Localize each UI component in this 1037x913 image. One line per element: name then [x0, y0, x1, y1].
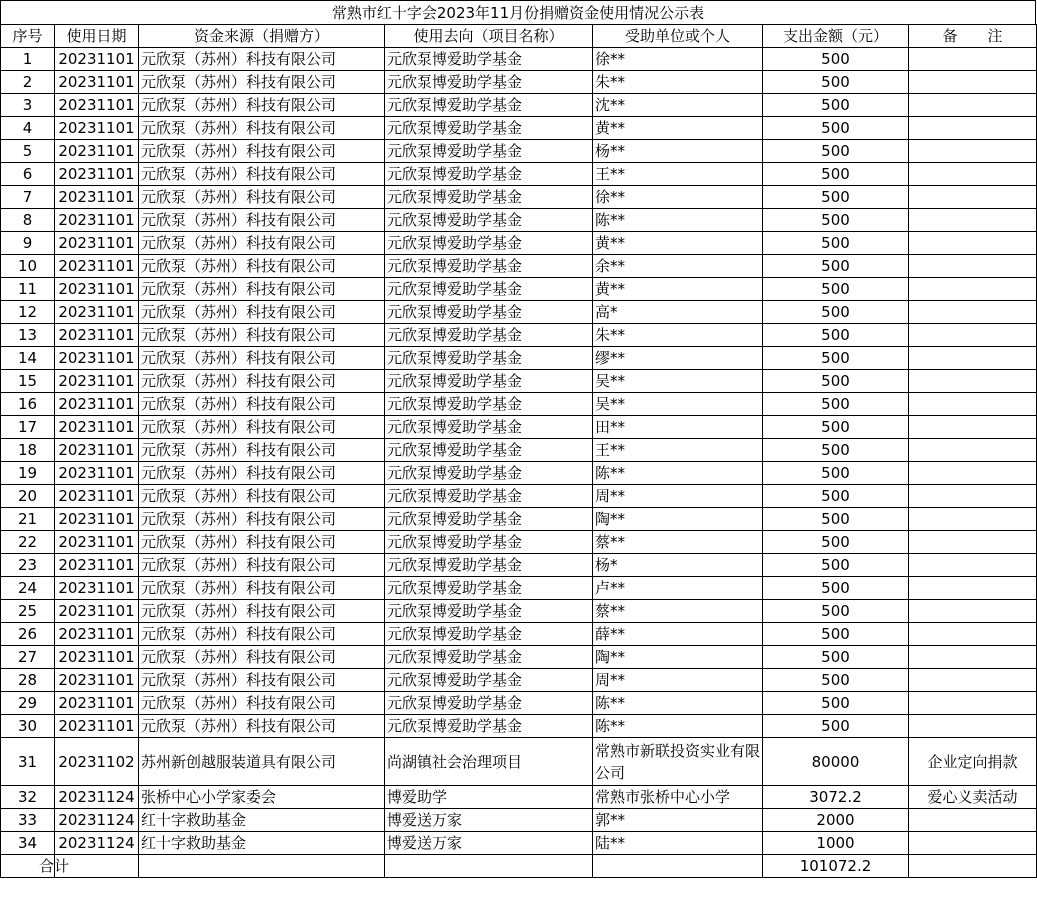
amount-cell: 500: [763, 508, 909, 531]
table-row: [1, 209, 1037, 232]
fund-source-cell: 元欣泵（苏州）科技有限公司: [139, 71, 385, 94]
recipient-cell: 郭**: [593, 809, 763, 832]
note-cell: [909, 485, 1037, 508]
amount-cell: 500: [763, 94, 909, 117]
usage-purpose-cell: 元欣泵博爱助学基金: [385, 646, 593, 669]
usage-date-cell: 20231101: [55, 393, 139, 416]
usage-date-cell: 20231101: [55, 71, 139, 94]
amount-cell: 500: [763, 209, 909, 232]
table-row: [1, 186, 1037, 209]
recipient-cell: 吴**: [593, 393, 763, 416]
row-number-cell: 25: [1, 600, 55, 623]
fund-source-cell: 元欣泵（苏州）科技有限公司: [139, 94, 385, 117]
usage-purpose-cell: 元欣泵博爱助学基金: [385, 600, 593, 623]
total-empty-cell: [909, 855, 1037, 878]
amount-cell: 500: [763, 669, 909, 692]
recipient-cell: 薛**: [593, 623, 763, 646]
table-row: [1, 715, 1037, 738]
amount-cell: 500: [763, 278, 909, 301]
usage-date-cell: 20231101: [55, 94, 139, 117]
row-number-cell: 27: [1, 646, 55, 669]
fund-source-cell: 元欣泵（苏州）科技有限公司: [139, 531, 385, 554]
table-row: [1, 301, 1037, 324]
usage-purpose-cell: 元欣泵博爱助学基金: [385, 48, 593, 71]
table-row: [1, 393, 1037, 416]
note-cell: [909, 531, 1037, 554]
fund-source-cell: 元欣泵（苏州）科技有限公司: [139, 508, 385, 531]
table-row: [1, 94, 1037, 117]
usage-purpose-cell: 元欣泵博爱助学基金: [385, 209, 593, 232]
recipient-cell: 黄**: [593, 117, 763, 140]
usage-purpose-cell: 元欣泵博爱助学基金: [385, 623, 593, 646]
fund-source-cell: 张桥中心小学家委会: [139, 786, 385, 809]
usage-date-cell: 20231101: [55, 439, 139, 462]
total-label: 合计: [1, 855, 55, 878]
amount-cell: 500: [763, 531, 909, 554]
note-cell: 企业定向捐款: [909, 738, 1037, 786]
usage-date-cell: 20231101: [55, 508, 139, 531]
amount-cell: 500: [763, 324, 909, 347]
amount-cell: 500: [763, 71, 909, 94]
recipient-cell: 王**: [593, 439, 763, 462]
amount-cell: 500: [763, 646, 909, 669]
row-number-cell: 14: [1, 347, 55, 370]
row-number-cell: 17: [1, 416, 55, 439]
row-number-cell: 21: [1, 508, 55, 531]
col-header-amount: 支出金额（元）: [763, 25, 909, 48]
usage-purpose-cell: 元欣泵博爱助学基金: [385, 370, 593, 393]
usage-purpose-cell: 元欣泵博爱助学基金: [385, 347, 593, 370]
usage-purpose-cell: 元欣泵博爱助学基金: [385, 94, 593, 117]
recipient-cell: 缪**: [593, 347, 763, 370]
recipient-cell: 周**: [593, 669, 763, 692]
fund-source-cell: 元欣泵（苏州）科技有限公司: [139, 324, 385, 347]
recipient-cell: 吴**: [593, 370, 763, 393]
note-cell: [909, 508, 1037, 531]
usage-purpose-cell: 元欣泵博爱助学基金: [385, 715, 593, 738]
table-row: [1, 531, 1037, 554]
fund-source-cell: 元欣泵（苏州）科技有限公司: [139, 416, 385, 439]
usage-date-cell: 20231101: [55, 278, 139, 301]
row-number-cell: 10: [1, 255, 55, 278]
amount-cell: 500: [763, 48, 909, 71]
usage-date-cell: 20231101: [55, 48, 139, 71]
usage-date-cell: 20231124: [55, 832, 139, 855]
usage-purpose-cell: 元欣泵博爱助学基金: [385, 186, 593, 209]
row-number-cell: 19: [1, 462, 55, 485]
row-number-cell: 28: [1, 669, 55, 692]
amount-cell: 500: [763, 715, 909, 738]
table-row: [1, 140, 1037, 163]
row-number-cell: 3: [1, 94, 55, 117]
note-cell: [909, 209, 1037, 232]
note-cell: [909, 255, 1037, 278]
note-cell: [909, 554, 1037, 577]
usage-purpose-cell: 元欣泵博爱助学基金: [385, 393, 593, 416]
amount-cell: 500: [763, 140, 909, 163]
amount-cell: 500: [763, 347, 909, 370]
table-row: [1, 786, 1037, 809]
table-row: [1, 163, 1037, 186]
row-number-cell: 12: [1, 301, 55, 324]
recipient-cell: 周**: [593, 485, 763, 508]
usage-date-cell: 20231101: [55, 623, 139, 646]
fund-source-cell: 元欣泵（苏州）科技有限公司: [139, 462, 385, 485]
note-cell: [909, 832, 1037, 855]
usage-purpose-cell: 元欣泵博爱助学基金: [385, 117, 593, 140]
recipient-cell: 余**: [593, 255, 763, 278]
row-number-cell: 5: [1, 140, 55, 163]
usage-date-cell: 20231101: [55, 209, 139, 232]
amount-cell: 500: [763, 301, 909, 324]
row-number-cell: 23: [1, 554, 55, 577]
note-cell: [909, 715, 1037, 738]
usage-date-cell: 20231124: [55, 786, 139, 809]
recipient-cell: 黄**: [593, 278, 763, 301]
usage-date-cell: 20231101: [55, 416, 139, 439]
usage-purpose-cell: 元欣泵博爱助学基金: [385, 140, 593, 163]
fund-source-cell: 元欣泵（苏州）科技有限公司: [139, 186, 385, 209]
fund-source-cell: 元欣泵（苏州）科技有限公司: [139, 393, 385, 416]
recipient-cell: 徐**: [593, 48, 763, 71]
fund-source-cell: 元欣泵（苏州）科技有限公司: [139, 255, 385, 278]
usage-date-cell: 20231101: [55, 715, 139, 738]
amount-cell: 500: [763, 692, 909, 715]
note-cell: [909, 600, 1037, 623]
fund-source-cell: 元欣泵（苏州）科技有限公司: [139, 485, 385, 508]
usage-date-cell: 20231101: [55, 692, 139, 715]
amount-cell: 500: [763, 163, 909, 186]
usage-purpose-cell: 博爱送万家: [385, 809, 593, 832]
usage-purpose-cell: 元欣泵博爱助学基金: [385, 577, 593, 600]
usage-purpose-cell: 元欣泵博爱助学基金: [385, 554, 593, 577]
table-row: [1, 508, 1037, 531]
row-number-cell: 34: [1, 832, 55, 855]
recipient-cell: 陶**: [593, 646, 763, 669]
fund-source-cell: 元欣泵（苏州）科技有限公司: [139, 347, 385, 370]
recipient-cell: 陈**: [593, 462, 763, 485]
usage-purpose-cell: 元欣泵博爱助学基金: [385, 301, 593, 324]
usage-date-cell: 20231101: [55, 370, 139, 393]
row-number-cell: 2: [1, 71, 55, 94]
usage-purpose-cell: 尚湖镇社会治理项目: [385, 738, 593, 786]
col-header-recipient: 受助单位或个人: [593, 25, 763, 48]
table-row: [1, 232, 1037, 255]
row-number-cell: 8: [1, 209, 55, 232]
col-header-source: 资金来源（捐赠方）: [139, 25, 385, 48]
fund-source-cell: 元欣泵（苏州）科技有限公司: [139, 439, 385, 462]
usage-purpose-cell: 元欣泵博爱助学基金: [385, 508, 593, 531]
table-row: [1, 554, 1037, 577]
usage-purpose-cell: 元欣泵博爱助学基金: [385, 531, 593, 554]
col-header-no: 序号: [1, 25, 55, 48]
row-number-cell: 26: [1, 623, 55, 646]
table-row: [1, 117, 1037, 140]
row-number-cell: 4: [1, 117, 55, 140]
usage-date-cell: 20231101: [55, 186, 139, 209]
col-header-note: 备 注: [909, 25, 1037, 48]
recipient-cell: 卢**: [593, 577, 763, 600]
fund-source-cell: 元欣泵（苏州）科技有限公司: [139, 692, 385, 715]
usage-date-cell: 20231101: [55, 485, 139, 508]
recipient-cell: 常熟市张桥中心小学: [593, 786, 763, 809]
row-number-cell: 24: [1, 577, 55, 600]
note-cell: [909, 439, 1037, 462]
usage-date-cell: 20231101: [55, 347, 139, 370]
amount-cell: 500: [763, 623, 909, 646]
recipient-cell: 陈**: [593, 715, 763, 738]
recipient-cell: 沈**: [593, 94, 763, 117]
fund-source-cell: 元欣泵（苏州）科技有限公司: [139, 140, 385, 163]
fund-source-cell: 红十字救助基金: [139, 832, 385, 855]
row-number-cell: 15: [1, 370, 55, 393]
amount-cell: 500: [763, 577, 909, 600]
table-row: [1, 71, 1037, 94]
row-number-cell: 33: [1, 809, 55, 832]
note-cell: [909, 623, 1037, 646]
recipient-cell: 陶**: [593, 508, 763, 531]
usage-purpose-cell: 博爱助学: [385, 786, 593, 809]
usage-purpose-cell: 元欣泵博爱助学基金: [385, 416, 593, 439]
usage-date-cell: 20231101: [55, 301, 139, 324]
table-row: [1, 370, 1037, 393]
row-number-cell: 9: [1, 232, 55, 255]
fund-source-cell: 元欣泵（苏州）科技有限公司: [139, 715, 385, 738]
fund-source-cell: 苏州新创越服装道具有限公司: [139, 738, 385, 786]
note-cell: 爱心义卖活动: [909, 786, 1037, 809]
row-number-cell: 16: [1, 393, 55, 416]
table-row: [1, 600, 1037, 623]
usage-date-cell: 20231101: [55, 255, 139, 278]
fund-source-cell: 元欣泵（苏州）科技有限公司: [139, 669, 385, 692]
amount-cell: 3072.2: [763, 786, 909, 809]
total-row: [1, 855, 1037, 878]
row-number-cell: 18: [1, 439, 55, 462]
fund-source-cell: 元欣泵（苏州）科技有限公司: [139, 554, 385, 577]
amount-cell: 500: [763, 554, 909, 577]
usage-date-cell: 20231101: [55, 324, 139, 347]
usage-purpose-cell: 元欣泵博爱助学基金: [385, 439, 593, 462]
fund-source-cell: 元欣泵（苏州）科技有限公司: [139, 232, 385, 255]
row-number-cell: 30: [1, 715, 55, 738]
row-number-cell: 1: [1, 48, 55, 71]
recipient-cell: 蔡**: [593, 600, 763, 623]
usage-purpose-cell: 元欣泵博爱助学基金: [385, 278, 593, 301]
usage-date-cell: 20231101: [55, 531, 139, 554]
amount-cell: 500: [763, 416, 909, 439]
note-cell: [909, 347, 1037, 370]
note-cell: [909, 71, 1037, 94]
recipient-cell: 杨**: [593, 140, 763, 163]
usage-date-cell: 20231101: [55, 646, 139, 669]
usage-date-cell: 20231101: [55, 140, 139, 163]
row-number-cell: 32: [1, 786, 55, 809]
usage-purpose-cell: 元欣泵博爱助学基金: [385, 692, 593, 715]
table-row: [1, 462, 1037, 485]
amount-cell: 500: [763, 439, 909, 462]
fund-source-cell: 元欣泵（苏州）科技有限公司: [139, 278, 385, 301]
usage-date-cell: 20231101: [55, 117, 139, 140]
fund-source-cell: 元欣泵（苏州）科技有限公司: [139, 301, 385, 324]
amount-cell: 500: [763, 393, 909, 416]
recipient-cell: 朱**: [593, 71, 763, 94]
sheet-title: 常熟市红十字会2023年11月份捐赠资金使用情况公示表: [0, 0, 1036, 24]
row-number-cell: 6: [1, 163, 55, 186]
note-cell: [909, 370, 1037, 393]
fund-source-cell: 元欣泵（苏州）科技有限公司: [139, 623, 385, 646]
note-cell: [909, 646, 1037, 669]
note-cell: [909, 278, 1037, 301]
usage-purpose-cell: 元欣泵博爱助学基金: [385, 485, 593, 508]
fund-source-cell: 元欣泵（苏州）科技有限公司: [139, 600, 385, 623]
table-row: [1, 485, 1037, 508]
table-row: [1, 278, 1037, 301]
amount-cell: 500: [763, 232, 909, 255]
recipient-cell: 田**: [593, 416, 763, 439]
usage-date-cell: 20231101: [55, 669, 139, 692]
donation-table: [0, 24, 1037, 878]
usage-date-cell: 20231101: [55, 462, 139, 485]
fund-source-cell: 元欣泵（苏州）科技有限公司: [139, 163, 385, 186]
row-number-cell: 20: [1, 485, 55, 508]
recipient-cell: 陆**: [593, 832, 763, 855]
recipient-cell: 黄**: [593, 232, 763, 255]
recipient-cell: 徐**: [593, 186, 763, 209]
table-row: [1, 347, 1037, 370]
usage-purpose-cell: 博爱送万家: [385, 832, 593, 855]
row-number-cell: 13: [1, 324, 55, 347]
note-cell: [909, 117, 1037, 140]
row-number-cell: 11: [1, 278, 55, 301]
note-cell: [909, 301, 1037, 324]
row-number-cell: 29: [1, 692, 55, 715]
recipient-cell: 朱**: [593, 324, 763, 347]
fund-source-cell: 元欣泵（苏州）科技有限公司: [139, 646, 385, 669]
usage-date-cell: 20231102: [55, 738, 139, 786]
table-row: [1, 809, 1037, 832]
usage-purpose-cell: 元欣泵博爱助学基金: [385, 232, 593, 255]
table-row: [1, 324, 1037, 347]
row-number-cell: 7: [1, 186, 55, 209]
total-empty-cell: [139, 855, 385, 878]
table-row: [1, 646, 1037, 669]
amount-cell: 500: [763, 600, 909, 623]
amount-cell: 500: [763, 485, 909, 508]
note-cell: [909, 186, 1037, 209]
table-row: [1, 439, 1037, 462]
usage-date-cell: 20231101: [55, 232, 139, 255]
fund-source-cell: 元欣泵（苏州）科技有限公司: [139, 577, 385, 600]
usage-purpose-cell: 元欣泵博爱助学基金: [385, 669, 593, 692]
amount-cell: 500: [763, 255, 909, 278]
note-cell: [909, 232, 1037, 255]
recipient-cell: 常熟市新联投资实业有限公司: [593, 738, 763, 786]
note-cell: [909, 416, 1037, 439]
note-cell: [909, 94, 1037, 117]
table-row: [1, 577, 1037, 600]
usage-date-cell: 20231101: [55, 163, 139, 186]
header-row: [1, 25, 1037, 48]
usage-date-cell: 20231124: [55, 809, 139, 832]
recipient-cell: 陈**: [593, 209, 763, 232]
fund-source-cell: 元欣泵（苏州）科技有限公司: [139, 117, 385, 140]
col-header-date: 使用日期: [55, 25, 139, 48]
note-cell: [909, 692, 1037, 715]
usage-date-cell: 20231101: [55, 600, 139, 623]
table-row: [1, 738, 1037, 786]
note-cell: [909, 324, 1037, 347]
row-number-cell: 22: [1, 531, 55, 554]
row-number-cell: 31: [1, 738, 55, 786]
recipient-cell: 蔡**: [593, 531, 763, 554]
usage-purpose-cell: 元欣泵博爱助学基金: [385, 163, 593, 186]
usage-date-cell: 20231101: [55, 554, 139, 577]
note-cell: [909, 140, 1037, 163]
total-empty-cell: [593, 855, 763, 878]
amount-cell: 1000: [763, 832, 909, 855]
fund-source-cell: 元欣泵（苏州）科技有限公司: [139, 209, 385, 232]
note-cell: [909, 462, 1037, 485]
table-row: [1, 832, 1037, 855]
total-empty-cell: [385, 855, 593, 878]
note-cell: [909, 577, 1037, 600]
note-cell: [909, 809, 1037, 832]
fund-source-cell: 元欣泵（苏州）科技有限公司: [139, 48, 385, 71]
usage-purpose-cell: 元欣泵博爱助学基金: [385, 324, 593, 347]
table-row: [1, 669, 1037, 692]
amount-cell: 80000: [763, 738, 909, 786]
table-row: [1, 48, 1037, 71]
note-cell: [909, 393, 1037, 416]
amount-cell: 500: [763, 462, 909, 485]
table-row: [1, 692, 1037, 715]
usage-date-cell: 20231101: [55, 577, 139, 600]
recipient-cell: 高*: [593, 301, 763, 324]
fund-source-cell: 红十字救助基金: [139, 809, 385, 832]
usage-purpose-cell: 元欣泵博爱助学基金: [385, 255, 593, 278]
amount-cell: 500: [763, 117, 909, 140]
amount-cell: 500: [763, 186, 909, 209]
recipient-cell: 杨*: [593, 554, 763, 577]
note-cell: [909, 48, 1037, 71]
usage-purpose-cell: 元欣泵博爱助学基金: [385, 462, 593, 485]
note-cell: [909, 669, 1037, 692]
table-row: [1, 255, 1037, 278]
recipient-cell: 陈**: [593, 692, 763, 715]
usage-purpose-cell: 元欣泵博爱助学基金: [385, 71, 593, 94]
fund-source-cell: 元欣泵（苏州）科技有限公司: [139, 370, 385, 393]
col-header-purpose: 使用去向（项目名称）: [385, 25, 593, 48]
amount-cell: 2000: [763, 809, 909, 832]
note-cell: [909, 163, 1037, 186]
table-row: [1, 623, 1037, 646]
recipient-cell: 王**: [593, 163, 763, 186]
amount-cell: 500: [763, 370, 909, 393]
table-row: [1, 416, 1037, 439]
total-amount: 101072.2: [763, 855, 909, 878]
